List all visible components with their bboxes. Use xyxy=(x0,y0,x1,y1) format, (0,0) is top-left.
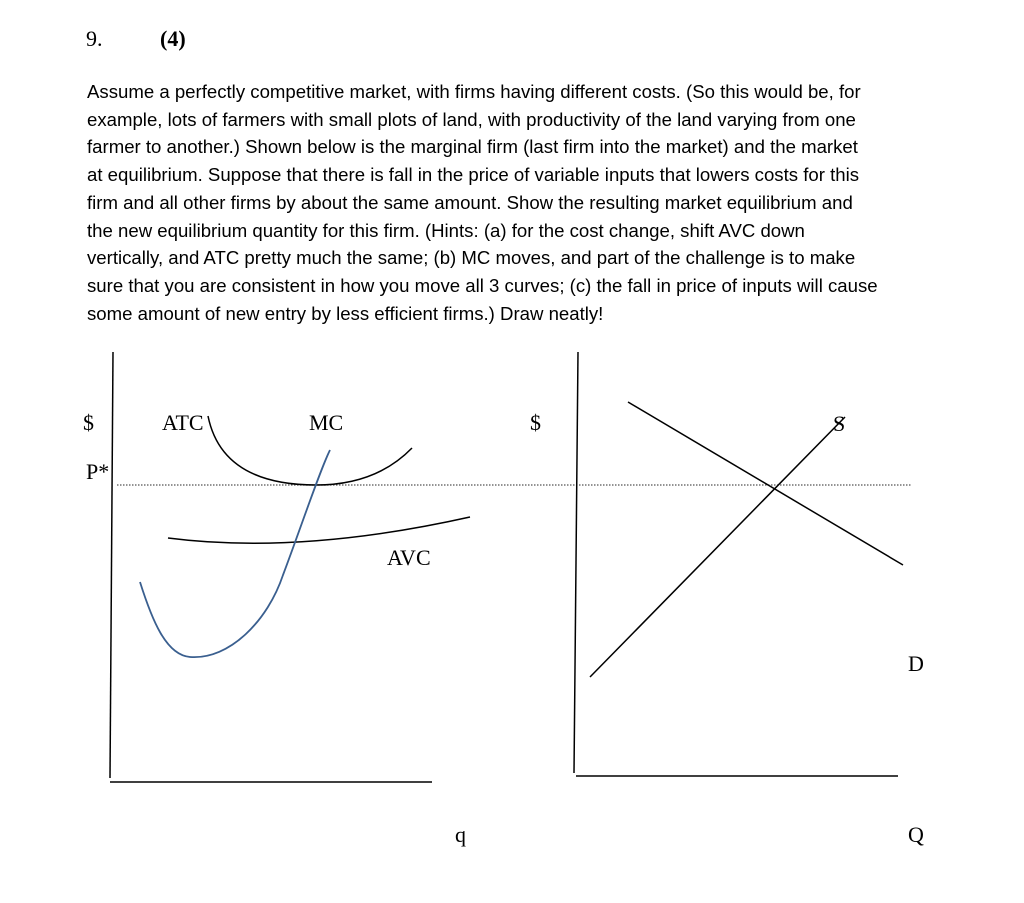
demand-label: D xyxy=(908,651,924,676)
question-number: 9. xyxy=(86,26,103,51)
firm-y-axis-label: $ xyxy=(83,410,94,435)
firm-graph xyxy=(83,352,912,847)
firm-x-axis-label: q xyxy=(455,822,466,847)
price-label: P* xyxy=(86,459,110,484)
market-x-axis-label: Q xyxy=(908,822,924,847)
question-line: at equilibrium. Suppose that there is fall in the price of variable inputs that lowers costs for this xyxy=(87,164,860,186)
market-graph xyxy=(530,352,924,847)
question-line: Assume a perfectly competitive market, with firms having different costs. (So this would be, for xyxy=(87,81,861,102)
supply-label: S xyxy=(833,411,846,436)
mc-curve xyxy=(140,450,330,657)
question-line: some amount of new entry by less efficient firms.) Draw neatly! xyxy=(87,302,604,324)
question-line: example, lots of farmers with small plots of land, with productivity of the land varying from one xyxy=(87,108,856,130)
supply-curve xyxy=(590,417,845,677)
mc-label: MC xyxy=(309,410,344,435)
question-line: vertically, and ATC pretty much the same; (b) MC moves, and part of the challenge is to make xyxy=(87,247,856,269)
atc-label: ATC xyxy=(162,410,204,435)
question-line: firm and all other firms by about the same amount. Show the resulting market equilibrium and xyxy=(87,191,853,213)
firm-y-axis xyxy=(110,352,113,778)
avc-curve xyxy=(168,517,470,543)
market-y-axis xyxy=(574,352,578,773)
question-line: the new equilibrium quantity for this firm. (Hints: (a) for the cost change, shift AVC down xyxy=(87,219,805,241)
question-points: (4) xyxy=(160,26,186,51)
market-y-axis-label: $ xyxy=(530,410,541,435)
avc-label: AVC xyxy=(387,545,431,570)
question-line: farmer to another.) Shown below is the marginal firm (last firm into the market) and the market xyxy=(87,136,858,158)
demand-curve xyxy=(628,402,903,565)
question-line: sure that you are consistent in how you move all 3 curves; (c) the fall in price of inputs will cause xyxy=(87,274,878,296)
